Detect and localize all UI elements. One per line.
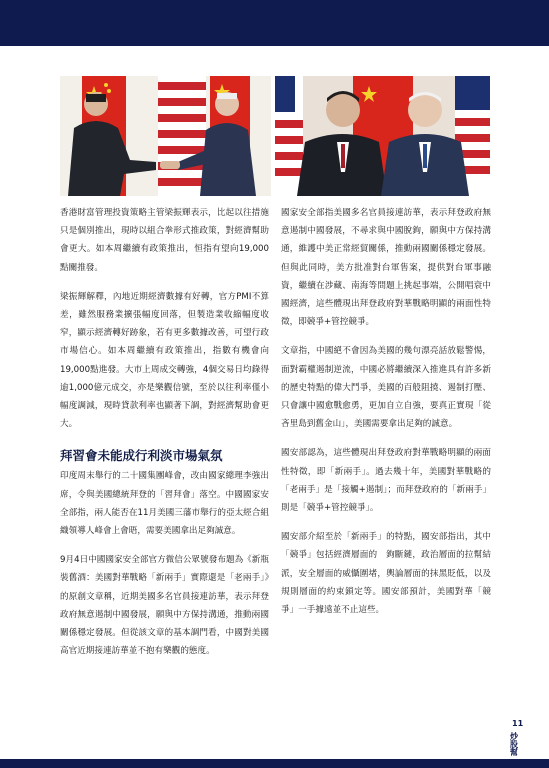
paragraph: 印度周末舉行的二十國集團峰會，改由國家總理李強出席，令與美國總統拜登的「習拜會」落空。中國國家安全部指，兩人能否在11月美國三藩市舉行的亞太經合組織領導人峰會上會晤，需要美國拿出足夠誠意。 (60, 471, 269, 537)
right-article-column (281, 204, 491, 630)
section-heading: 拜習會未能成行利淡市場氣氛 (60, 448, 223, 464)
photo-handshake-right (275, 76, 490, 196)
paragraph: 國安部認為，這些體現出拜登政府對華戰略明顯的兩面性特徵，即「新兩手」。過去幾十年，美國對華戰略的「老兩手」是「接觸+遏制」；而拜登政府的「新兩手」則是「競爭+管控競爭」。 (281, 448, 491, 514)
paragraph: 9月4日中國國家安全部官方微信公眾號發布題為《新瓶裝舊酒：美國對華戰略「新兩手」實際還是「老兩手」》的原創文章稱，近期美國多名官員接連訪華，表示拜登政府無意遏制中國發展，願與中方保持溝通，推動兩國關係穩定發展。但從該文章的基本調門看，中國對美國高官近期接連訪華並不抱有樂觀的態度。 (60, 555, 269, 657)
photo-handshake-left (60, 76, 271, 196)
brand-logo-text: 炒股幫 (510, 732, 518, 757)
paragraph: 梁振輝解釋，內地近期經濟數據有好轉，官方PMI不算差，雖然服務業擴張幅度回落，但製造業收縮幅度收窄，顯示經濟轉好跡象，若有更多數據改善，可望行政市場信心。如本周繼續有政策推出，指數有機會向19,000點進發。大市上周成交轉強，4個交易日均錄得逾1,000億元成交，亦是樂觀信號，至於以往利率僅小幅度調減，現時貸款利率也顯著下調，對經濟幫助會更大。 (60, 291, 269, 430)
paragraph: 香港財富管理投資策略主管梁振輝表示，比起以往措施只是個別推出，現時以組合拳形式推政策，對經濟幫助會更大。如本周繼續有政策推出，恒指有望向19,000點關推發。 (60, 208, 269, 273)
paragraph: 國家安全部指美國多名官員接連訪華，表示拜登政府無意遏制中國發展，不尋求與中國脫鉤，願與中方保持溝通，維護中美正常經貿關係，推動兩國關係穩定發展。但與此同時，美方批准對台軍售案，提供對台軍事融資，繼續在涉藏、南海等問題上挑起事端，公開唱衰中國經濟，這些體現出拜登政府對華戰略明顯的兩面性特徵，即競爭+管控競爭。 (281, 208, 491, 328)
left-article-column (60, 204, 269, 671)
top-banner (0, 0, 549, 46)
paragraph: 文章指，中國絕不會因為美國的幾句漂亮話放鬆警惕，面對霸權遏制逆流，中國必將繼續深入推進具有許多新的歷史特點的偉大鬥爭，美國的百般阻撓、遏制打壓、只會讓中國愈戰愈勇，更加自立自強，要真正實現「從吝里島到舊金山」，美國需要拿出足夠的誠意。 (281, 346, 491, 430)
page-number: 11 (512, 719, 524, 728)
bottom-banner (0, 759, 549, 768)
paragraph: 國安部介紹至於「新兩手」的特點，國安部指出，其中「競爭」包括經濟層面的 鉤斷鏈，政治層面的拉幫結派，安全層面的威懾圍堵，輿論層面的抹黑貶低，以及規則層面的約束鎖定等。國安部預計，美國對華「競爭」一手據遠並不止這些。 (281, 532, 491, 616)
